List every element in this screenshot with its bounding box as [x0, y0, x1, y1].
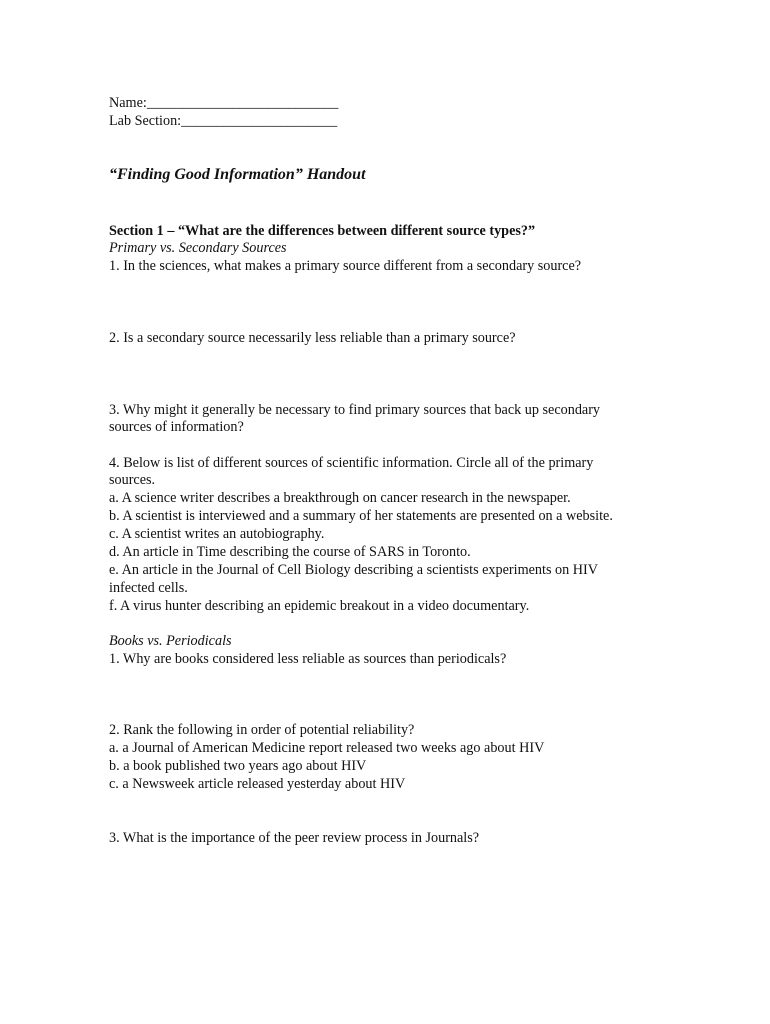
question-primary-1: 1. In the sciences, what makes a primary source different from a secondary source? — [109, 258, 582, 274]
question-primary-4-line2: sources. — [109, 472, 156, 488]
question-primary-2: 2. Is a secondary source necessarily less reliable than a primary source? — [109, 330, 516, 346]
rank-option-a: a. a Journal of American Medicine report released two weeks ago about HIV — [109, 740, 545, 756]
option-f: f. A virus hunter describing an epidemic breakout in a video documentary. — [109, 598, 530, 614]
lab-section-field: Lab Section:______________________ — [109, 113, 338, 129]
name-field: Name:___________________________ — [109, 95, 339, 111]
question-primary-4-line1: 4. Below is list of different sources of scientific information. Circle all of the primary — [109, 455, 594, 471]
question-books-1: 1. Why are books considered less reliable as sources than periodicals? — [109, 651, 507, 667]
option-b: b. A scientist is interviewed and a summary of her statements are presented on a website. — [109, 508, 613, 524]
rank-option-b: b. a book published two years ago about HIV — [109, 758, 367, 774]
question-books-3: 3. What is the importance of the peer review process in Journals? — [109, 830, 480, 846]
option-c: c. A scientist writes an autobiography. — [109, 526, 325, 542]
primary-secondary-subheading: Primary vs. Secondary Sources — [109, 240, 287, 256]
books-periodicals-subheading: Books vs. Periodicals — [109, 633, 232, 649]
rank-option-c: c. a Newsweek article released yesterday about HIV — [109, 776, 406, 792]
question-primary-3-line2: sources of information? — [109, 419, 244, 435]
option-d: d. An article in Time describing the course of SARS in Toronto. — [109, 544, 471, 560]
option-e-line1: e. An article in the Journal of Cell Biology describing a scientists experiments on HIV — [109, 562, 598, 578]
option-a: a. A science writer describes a breakthrough on cancer research in the newspaper. — [109, 490, 571, 506]
question-books-2: 2. Rank the following in order of potential reliability? — [109, 722, 415, 738]
section-1-heading: Section 1 – “What are the differences between different source types?” — [109, 223, 536, 239]
question-primary-3-line1: 3. Why might it generally be necessary to find primary sources that back up secondary — [109, 402, 601, 418]
option-e-line2: infected cells. — [109, 580, 188, 596]
document-title: “Finding Good Information” Handout — [109, 166, 366, 183]
